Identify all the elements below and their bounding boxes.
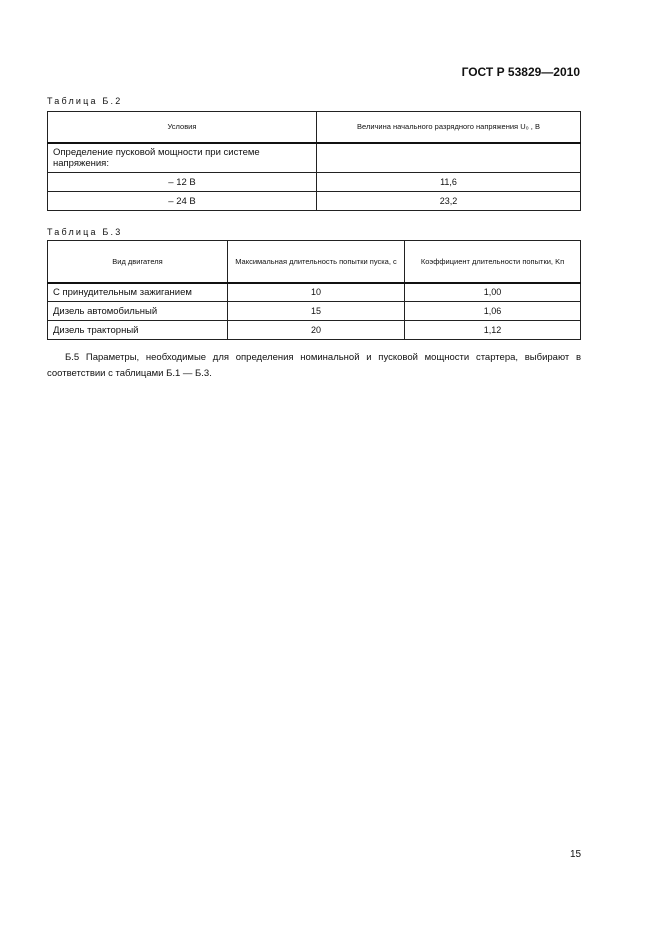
table-b2 (47, 111, 581, 211)
table-row: Дизель автомобильный 15 1,06 (48, 302, 581, 321)
table-row: – 24 В 23,2 (48, 192, 581, 211)
table-b3 (47, 240, 581, 340)
table-b3-caption: Таблица Б.3 (47, 227, 123, 237)
paragraph-b5 (47, 350, 581, 382)
table-row: С принудительным зажиганием 10 1,00 (48, 283, 581, 302)
table-b2-caption: Таблица Б.2 (47, 96, 123, 106)
table-header: Условия (48, 112, 317, 143)
paragraph-text: Б.5 Параметры, необходимые для определения номинальной и пусковой мощности стартера, выбирают в соответствии с таблицами Б.1 — Б.3. (47, 352, 581, 379)
page-number: 15 (570, 849, 582, 860)
table-header: Вид двигателя (48, 241, 228, 283)
table-header: Максимальная длительность попытки пуска, с (228, 241, 405, 283)
standard-number: ГОСТ Р 53829—2010 (461, 65, 580, 79)
table-header: Величина начального разрядного напряжения U₀ , В (317, 112, 581, 143)
table-row: Дизель тракторный 20 1,12 (48, 321, 581, 340)
table-header: Коэффициент длительности попытки, Kп (405, 241, 581, 283)
table-row: – 12 В 11,6 (48, 173, 581, 192)
table-row: Определение пусковой мощности при системе напряжения: (48, 143, 581, 173)
